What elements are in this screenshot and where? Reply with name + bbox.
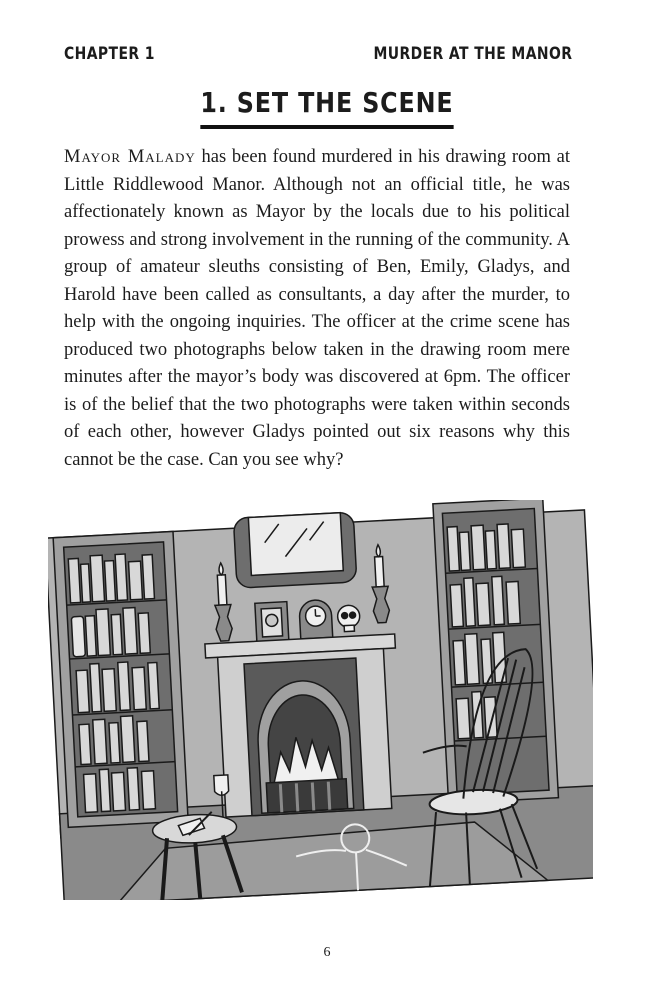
drawing-room-image (48, 500, 593, 900)
body-paragraph (64, 144, 570, 474)
skull (337, 605, 360, 628)
crime-scene-illustration (48, 500, 593, 900)
running-head (64, 44, 572, 64)
body-text: has been found murdered in his drawing room at Little Riddlewood Manor. Although not an official title, he was affectionately known as Mayor by the locals due to his political prowess and strong involvement in the running of the community. A group of amateur sleuths consisting of Ben, Emily, Gladys, and Harold have been called as consultants, a day after the murder, to help with the ongoing inquiries. The officer at the crime scene has produced two photographs below taken in the drawing room mere minutes after the mayor’s body was discovered at 6pm. The officer is of the belief that the two photographs were taken within seconds of each other, however Gladys pointed out six reasons why this cannot be the case. Can you see why? (64, 147, 570, 470)
mirror (233, 512, 356, 588)
fireplace (205, 634, 404, 818)
lead-name: Mayor Malady (64, 147, 196, 167)
section-title-wrap (0, 86, 654, 129)
chapter-label: CHAPTER 1 (64, 44, 155, 64)
left-bookshelf (53, 531, 188, 827)
right-bookshelf (433, 500, 559, 803)
book-title: MURDER AT THE MANOR (373, 44, 573, 64)
bottle (71, 616, 85, 657)
section-title: 1. SET THE SCENE (200, 86, 453, 129)
page-number: 6 (323, 945, 331, 960)
